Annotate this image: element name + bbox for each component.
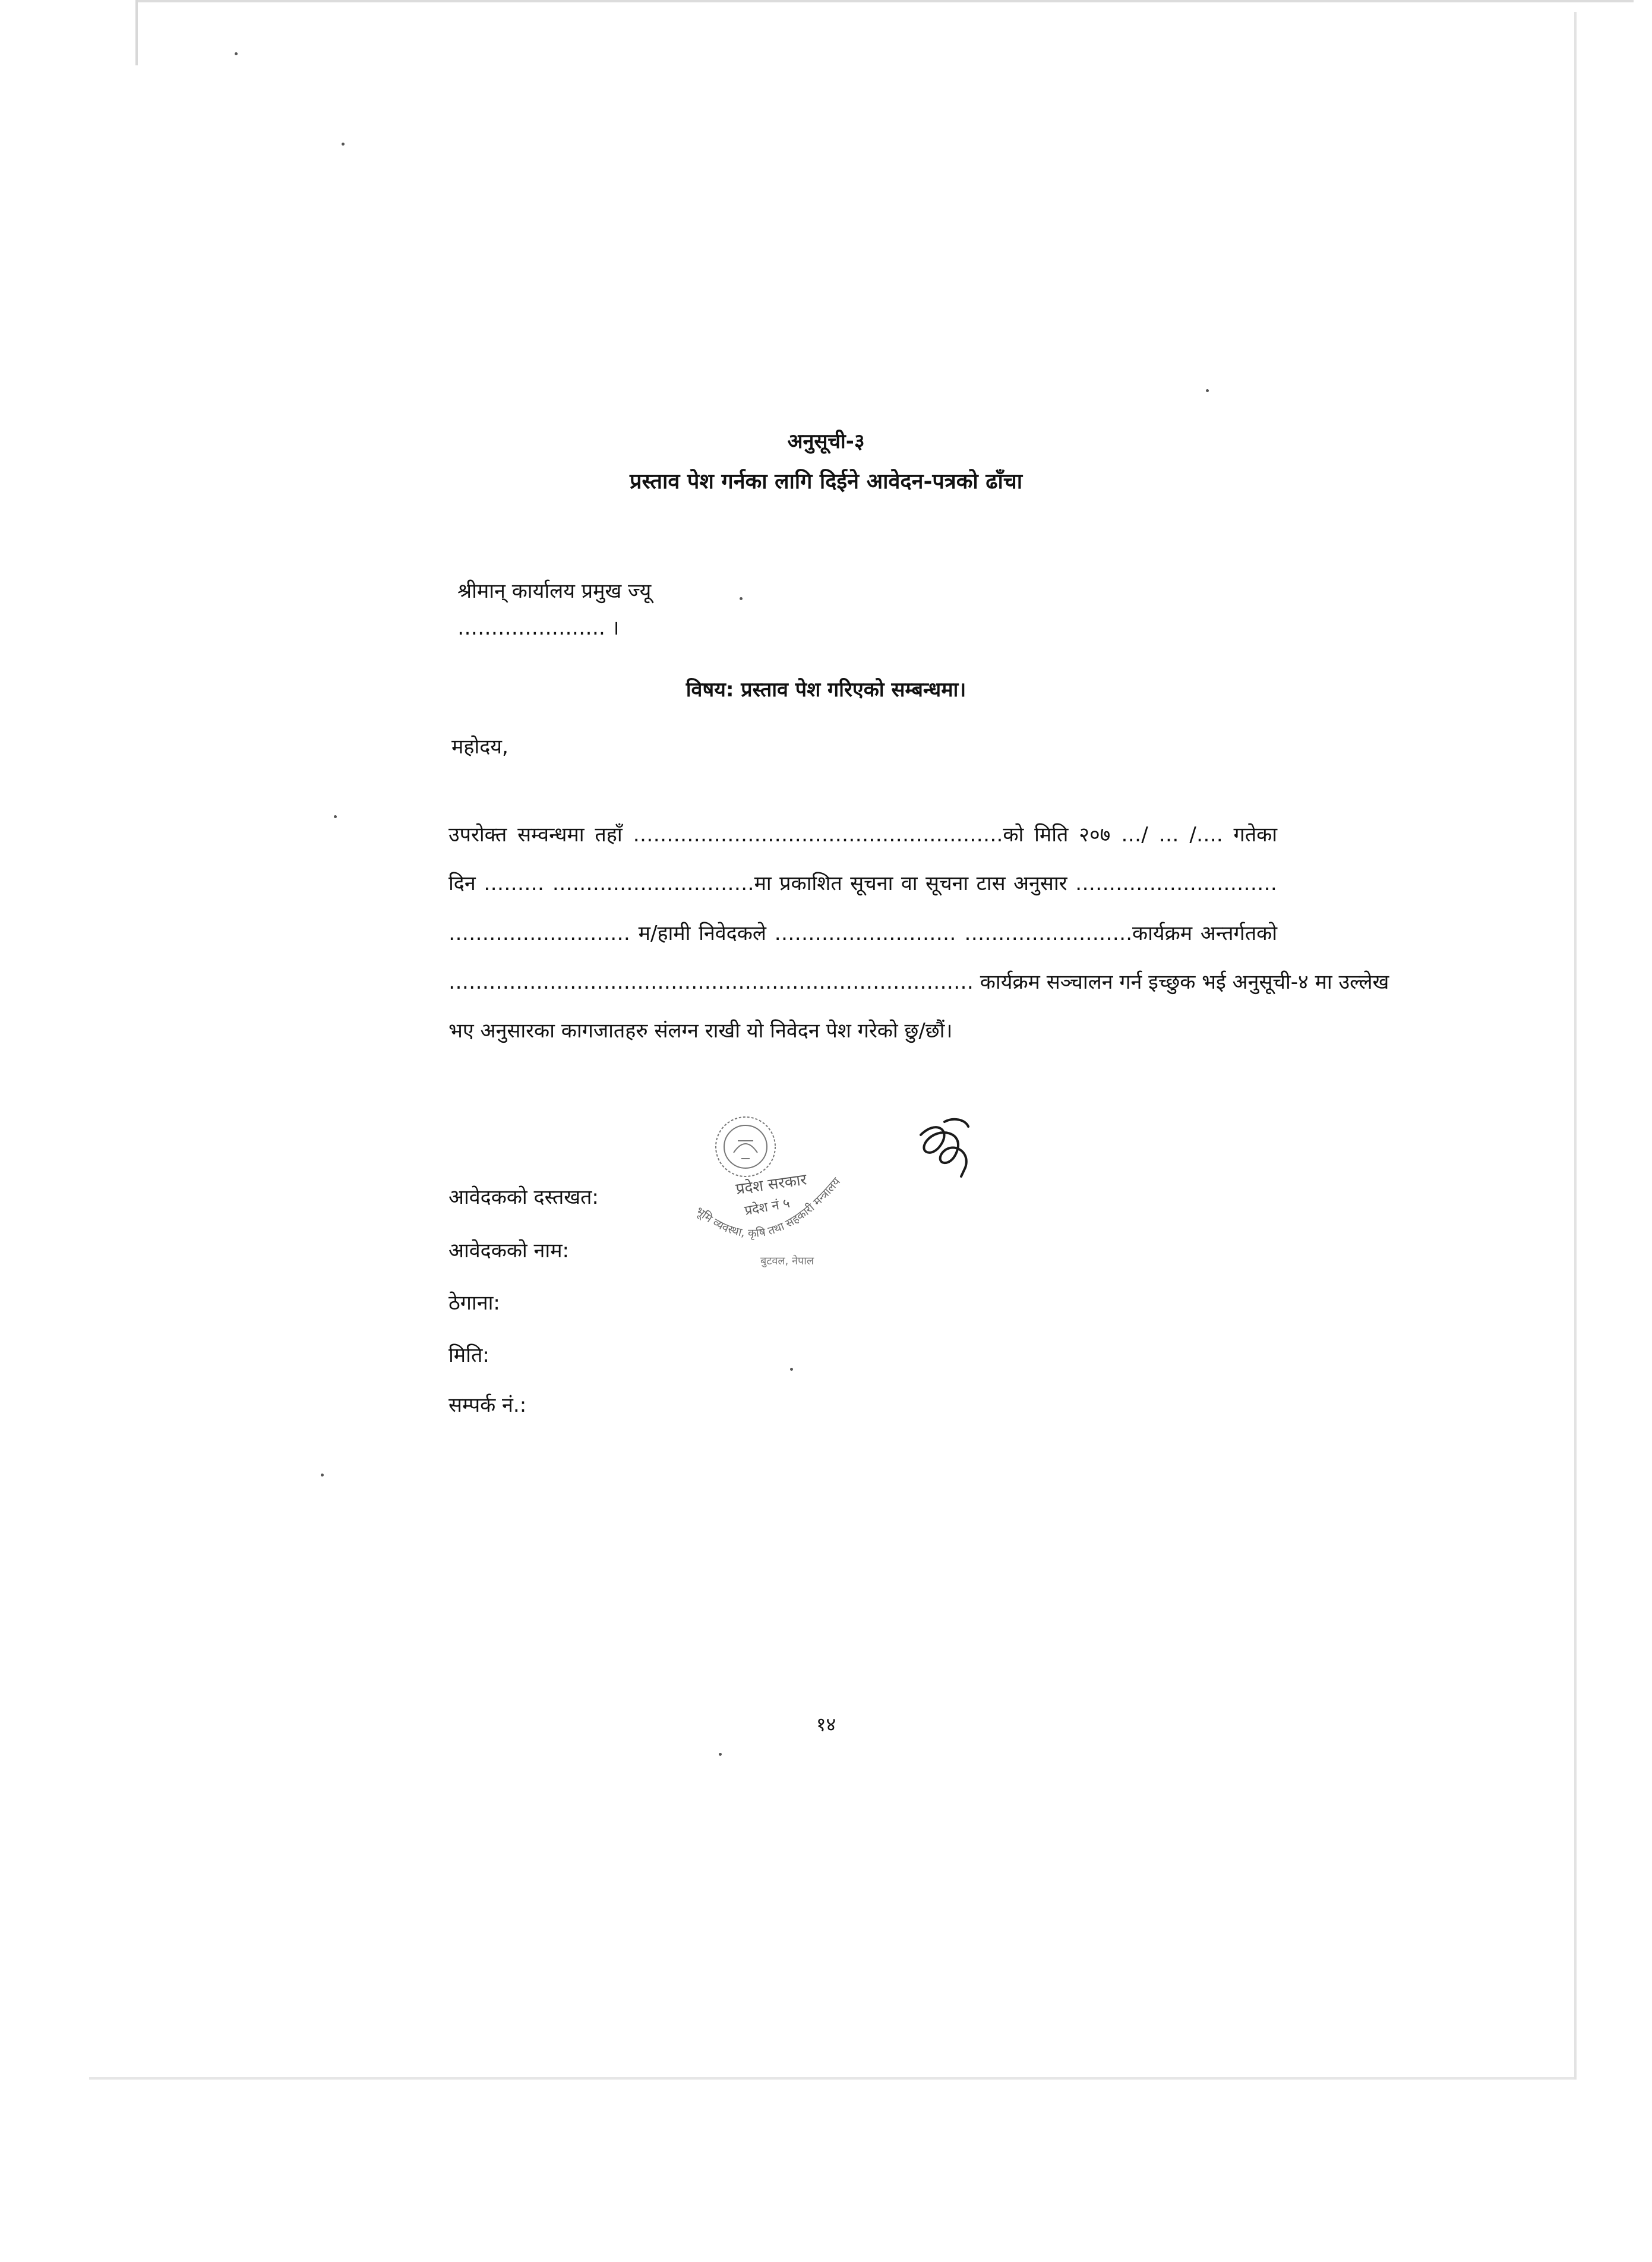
signature-label: आवेदकको दस्तखत: bbox=[448, 1185, 599, 1209]
scan-speck bbox=[235, 52, 238, 55]
scan-edge-top bbox=[137, 0, 1634, 2]
recipient-office-blank: …………………. । bbox=[457, 616, 620, 640]
name-label: आवेदकको नाम: bbox=[448, 1239, 570, 1263]
scan-speck bbox=[1206, 389, 1209, 392]
scan-edge-right bbox=[1574, 12, 1577, 2080]
address-label: ठेगाना: bbox=[448, 1291, 500, 1315]
scan-speck bbox=[719, 1753, 722, 1756]
scan-edge-bottom bbox=[89, 2077, 1574, 2080]
recipient-line: श्रीमान् कार्यालय प्रमुख ज्यू bbox=[457, 579, 652, 603]
annex-label: अनुसूची-३ bbox=[787, 430, 865, 453]
official-seal-logo bbox=[671, 1105, 867, 1283]
date-label: मिति: bbox=[448, 1343, 489, 1367]
body-line: ……………………… म/हामी निवेदकले ……………………… …………………….कार्यक्रम अन्तर्गतको bbox=[448, 922, 1277, 945]
body-line: दिन ……… …………………………मा प्रकाशित सूचना वा सूचना टास अनुसार ………………………… bbox=[448, 872, 1277, 895]
handwritten-signature bbox=[909, 1117, 986, 1182]
subject-line: विषय: प्रस्ताव पेश गरिएको सम्बन्धमा। bbox=[686, 678, 966, 702]
body-line: भए अनुसारका कागजातहरु संलग्न राखी यो निवेदन पेश गरेको छु/छौं। bbox=[448, 1019, 953, 1043]
salutation: महोदय, bbox=[451, 735, 508, 759]
seal-text: प्रदेश नं ५ bbox=[743, 1195, 791, 1219]
page-number: १४ bbox=[816, 1713, 836, 1736]
seal-text: बुटवल, नेपाल bbox=[760, 1255, 814, 1267]
scan-speck bbox=[342, 143, 345, 146]
scan-speck bbox=[321, 1474, 324, 1477]
scan-speck bbox=[334, 815, 337, 818]
scan-edge-left bbox=[135, 0, 138, 65]
body-line: …………………………………………………………………… कार्यक्रम सञ्चालन गर्न इच्छुक भई अनुसूची-४ मा उल्लेख bbox=[448, 970, 1389, 994]
seal-text: भूमि व्यवस्था, कृषि तथा सहकारी मन्त्रालय bbox=[693, 1175, 844, 1240]
body-line: उपरोक्त सम्वन्धमा तहाँ ……………………………………………….को मिति २०७ …/ … /…. गतेका bbox=[448, 823, 1277, 847]
scan-speck bbox=[790, 1368, 793, 1371]
document-title: प्रस्ताव पेश गर्नका लागि दिईने आवेदन-पत्रको ढाँचा bbox=[629, 469, 1023, 494]
seal-text: प्रदेश सरकार bbox=[734, 1171, 808, 1198]
scan-speck bbox=[740, 597, 743, 600]
contact-label: सम्पर्क नं.: bbox=[448, 1393, 527, 1417]
